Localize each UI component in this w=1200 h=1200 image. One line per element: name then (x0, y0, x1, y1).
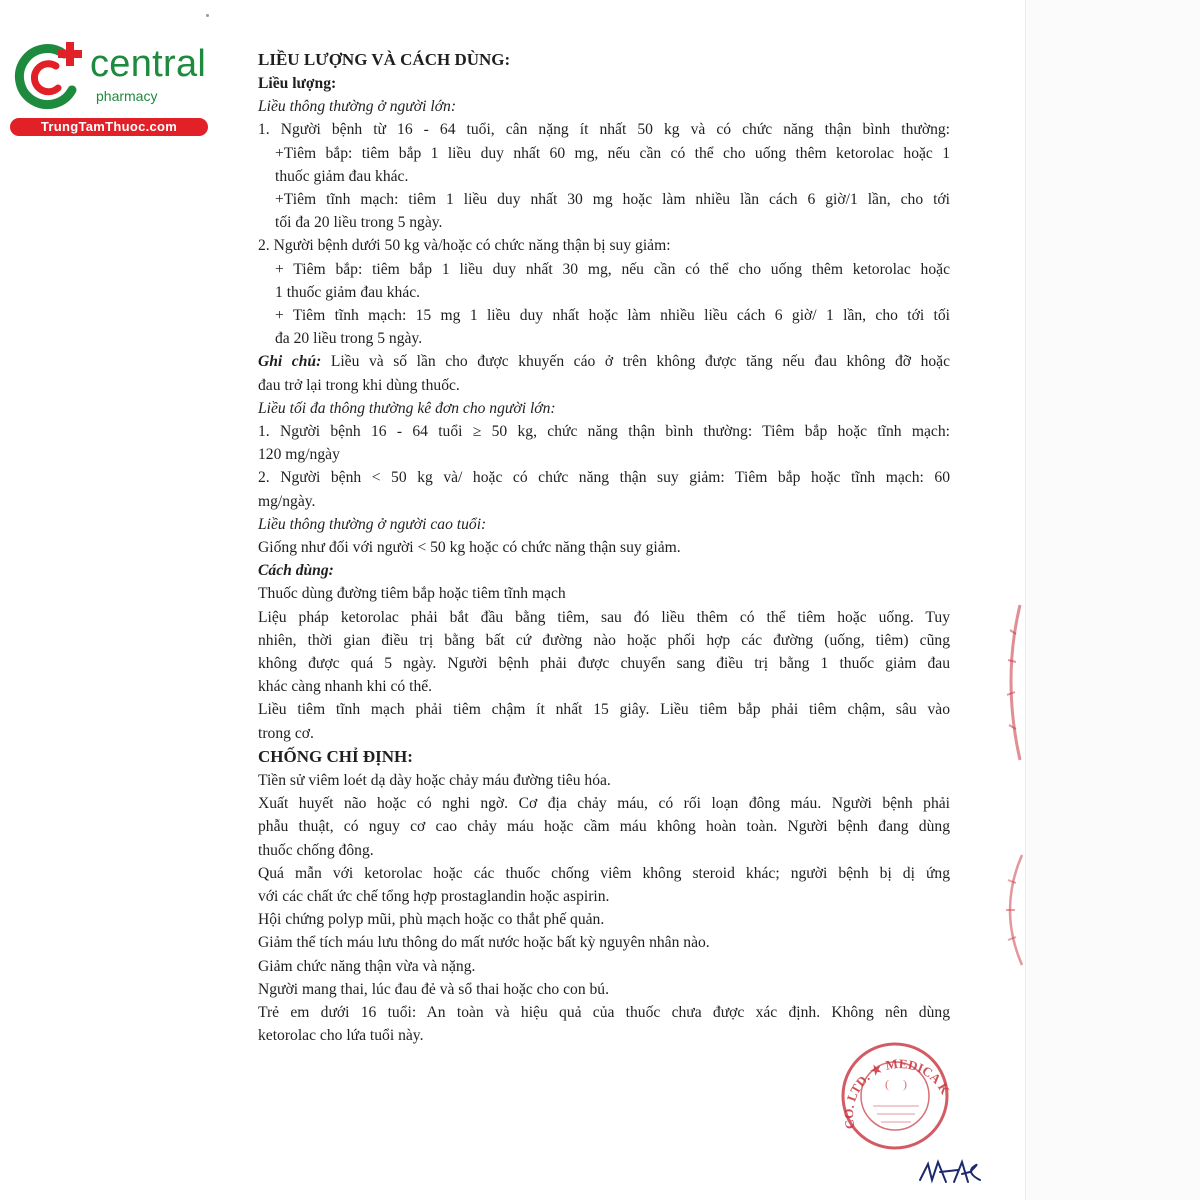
contraindication-line: Trẻ em dưới 16 tuổi: An toàn và hiệu quả của thuốc chưa được xác định. Không nên dùng (258, 1003, 950, 1021)
svg-text:): ) (903, 1077, 907, 1091)
dosage-line: 1. Người bệnh từ 16 - 64 tuổi, cân nặng ít nhất 50 kg và có chức năng thận bình thường: (258, 121, 950, 139)
contraindication-line: Giảm chức năng thận vừa và nặng. (258, 957, 476, 975)
central-pharmacy-logo[interactable] (10, 38, 215, 138)
contraindication-line: ketorolac cho lứa tuổi này. (258, 1027, 424, 1045)
contraindication-line: thuốc chống đông. (258, 841, 374, 859)
brand-url-link[interactable]: TrungTamThuoc.com (10, 118, 208, 136)
contraindication-line: Người mang thai, lúc đau đẻ và sổ thai hoặc cho con bú. (258, 980, 610, 998)
subheading-elderly: Liều thông thường ở người cao tuổi: (258, 515, 487, 533)
subheading-dosage: Liều lượng: (258, 75, 337, 92)
max-dose-line: mg/ngày. (258, 492, 316, 510)
usage-line: Liều tiêm tĩnh mạch phải tiêm chậm ít nhất 15 giây. Liều tiêm bắp phải tiêm chậm, sâu vào (258, 701, 950, 719)
brand-subtitle: pharmacy (96, 88, 158, 104)
edge-stamp-mark (990, 850, 1030, 970)
company-seal-stamp (833, 1040, 953, 1150)
dosage-line: + Tiêm bắp: tiêm bắp 1 liều duy nhất 30 mg, nếu cần có thể cho uống thêm ketorolac hoặc (275, 260, 950, 278)
subheading-adult-usual: Liều thông thường ở người lớn: (258, 98, 457, 116)
dosage-line: 2. Người bệnh dưới 50 kg và/hoặc có chức năng thận bị suy giảm: (258, 237, 671, 255)
note-label: Ghi chú: (258, 353, 322, 371)
usage-line: Liệu pháp ketorolac phải bắt đầu bằng tiêm, sau đó liều thêm có thể tiêm hoặc uống. Tuy (258, 608, 950, 626)
logo-symbol-icon (10, 38, 90, 118)
subheading-max-adult: Liều tối đa thông thường kê đơn cho người lớn: (258, 399, 556, 417)
contraindication-line: với các chất ức chế tổng hợp prostaglandin hoặc aspirin. (258, 887, 610, 905)
note-line (258, 350, 950, 373)
document-body (258, 48, 950, 1047)
svg-text:CO. LTD. ★ MEDICA K (841, 1056, 953, 1130)
contraindication-line: Tiền sử viêm loét dạ dày hoặc chảy máu đường tiêu hóa. (258, 771, 611, 789)
note-text: Liều và số lần cho được khuyến cáo ở trên không được tăng nếu đau không đỡ hoặc (321, 353, 951, 371)
handwritten-signature (918, 1152, 988, 1192)
max-dose-line: 120 mg/ngày (258, 446, 340, 464)
usage-line: không được quá 5 ngày. Người bệnh phải được chuyển sang điều trị bằng 1 thuốc giảm đau (258, 655, 950, 673)
scan-speck (206, 14, 209, 17)
contraindication-line: Giảm thể tích máu lưu thông do mất nước hoặc bất kỳ nguyên nhân nào. (258, 934, 710, 952)
dosage-line: thuốc giảm đau khác. (275, 167, 409, 185)
edge-stamp-mark (990, 600, 1030, 770)
note-line: đau trở lại trong khi dùng thuốc. (258, 376, 460, 394)
heading-dosage: LIỀU LƯỢNG VÀ CÁCH DÙNG: (258, 50, 511, 69)
usage-line: khác càng nhanh khi có thể. (258, 678, 433, 696)
dosage-line: + Tiêm tĩnh mạch: 15 mg 1 liều duy nhất hoặc làm nhiều liều cách 6 giờ/ 1 lần, cho tới tối (275, 307, 950, 325)
heading-contraindications: CHỐNG CHỈ ĐỊNH: (258, 746, 413, 766)
scan-edge-shade (1025, 0, 1200, 1200)
seal-text: CO. LTD. ★ MEDICA K (841, 1055, 953, 1131)
usage-line: Thuốc dùng đường tiêm bắp hoặc tiêm tĩnh mạch (258, 585, 566, 603)
usage-line: nhiên, thời gian điều trị bằng bất cứ đường nào hoặc phối hợp các đường (uống, tiêm) cũng (258, 631, 950, 649)
contraindication-line: Quá mẫn với ketorolac hoặc các thuốc chống viêm không steroid khác; người bệnh bị dị ứng (258, 864, 950, 882)
max-dose-line: 2. Người bệnh < 50 kg và/ hoặc có chức năng thận suy giảm: Tiêm bắp hoặc tĩnh mạch: 60 (258, 469, 950, 487)
contraindication-line: Xuất huyết não hoặc có nghi ngờ. Cơ địa chảy máu, có rối loạn đông máu. Người bệnh phải (258, 795, 950, 813)
usage-line: trong cơ. (258, 724, 314, 742)
elderly-text: Giống như đối với người < 50 kg hoặc có chức năng thận suy giảm. (258, 539, 681, 557)
dosage-line: tối đa 20 liều trong 5 ngày. (275, 214, 443, 232)
contraindication-line: phẫu thuật, có nguy cơ cao chảy máu hoặc cầm máu không hoàn toàn. Người bệnh đang dùng (258, 818, 950, 836)
max-dose-line: 1. Người bệnh 16 - 64 tuổi ≥ 50 kg, chức năng thận bình thường: Tiêm bắp hoặc tĩnh mạch: (258, 423, 950, 441)
dosage-line: +Tiêm bắp: tiêm bắp 1 liều duy nhất 60 mg, nếu cần có thể cho uống thêm ketorolac hoặc 1 (275, 144, 950, 162)
subheading-usage: Cách dùng: (258, 562, 334, 580)
dosage-line: +Tiêm tĩnh mạch: tiêm 1 liều duy nhất 30 mg hoặc làm nhiều lần cách 6 giờ/1 lần, cho tới (275, 191, 950, 209)
dosage-line: 1 thuốc giảm đau khác. (275, 283, 421, 301)
dosage-line: đa 20 liều trong 5 ngày. (275, 330, 423, 348)
svg-text:(: ( (885, 1077, 889, 1091)
brand-name: central (90, 43, 207, 85)
contraindication-line: Hội chứng polyp mũi, phù mạch hoặc co thắt phế quản. (258, 911, 605, 929)
